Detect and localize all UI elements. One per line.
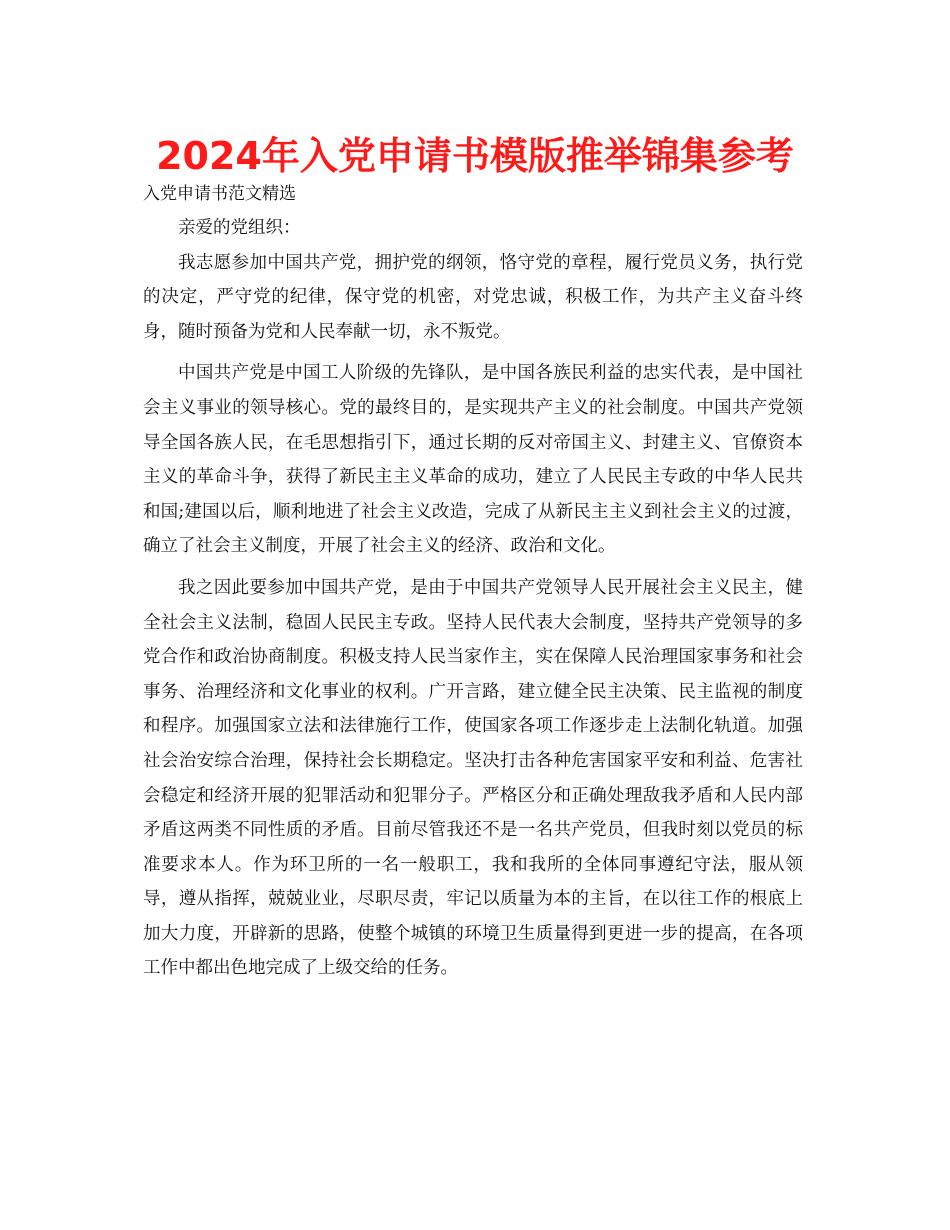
document-subtitle: 入党申请书范文精选: [143, 184, 296, 204]
salutation: 亲爱的党组织：: [178, 218, 301, 238]
document-body: [143, 211, 803, 993]
document-title: 2024年入党申请书模版推举锦集参考: [156, 134, 794, 178]
paragraph-2: 中国共产党是中国工人阶级的先锋队，是中国各族民利益的忠实代表，是中国社会主义事业的领导核心。党的最终目的，是实现共产主义的社会制度。中国共产党领导全国各族人民，在毛思想指引下，通过长期的反对帝国主义、封建主义、官僚资本主义的革命斗争，获得了新民主主义革命的成功，建立了人民民主专政的中华人民共和国;建国以后，顺利地进了社会主义改造，完成了从新民主主义到社会主义的过渡，确立了社会主义制度，开展了社会主义的经济、政治和文化。: [143, 363, 803, 557]
paragraph-1: 我志愿参加中国共产党，拥护党的纲领，恪守党的章程，履行党员义务，执行党的决定，严守党的纪律，保守党的机密，对党忠诚，积极工作，为共产主义奋斗终身，随时预备为党和人民奉献一切，永不叛党。: [143, 252, 803, 342]
paragraph-3: 我之因此要参加中国共产党，是由于中国共产党领导人民开展社会主义民主，健全社会主义法制，稳固人民民主专政。坚持人民代表大会制度，坚持共产党领导的多党合作和政治协商制度。积极支持人民当家作主，实在保障人民治理国家事务和社会事务、治理经济和文化事业的权利。广开言路，建立健全民主决策、民主监视的制度和程序。加强国家立法和法律施行工作，使国家各项工作逐步走上法制化轨道。加强社会治安综合治理，保持社会长期稳定。坚决打击各种危害国家平安和利益、危害社会稳定和经济开展的犯罪活动和犯罪分子。严格区分和正确处理敌我矛盾和人民内部矛盾这两类不同性质的矛盾。目前尽管我还不是一名共产党员，但我时刻以党员的标准要求本人。作为环卫所的一名一般职工，我和我所的全体同事遵纪守法，服从领导，遵从指挥，兢兢业业，尽职尽责，牢记以质量为本的主旨，在以往工作的根底上加大力度，开辟新的思路，使整个城镇的环境卫生质量得到更进一步的提高，在各项工作中都出色地完成了上级交给的任务。: [143, 577, 803, 979]
